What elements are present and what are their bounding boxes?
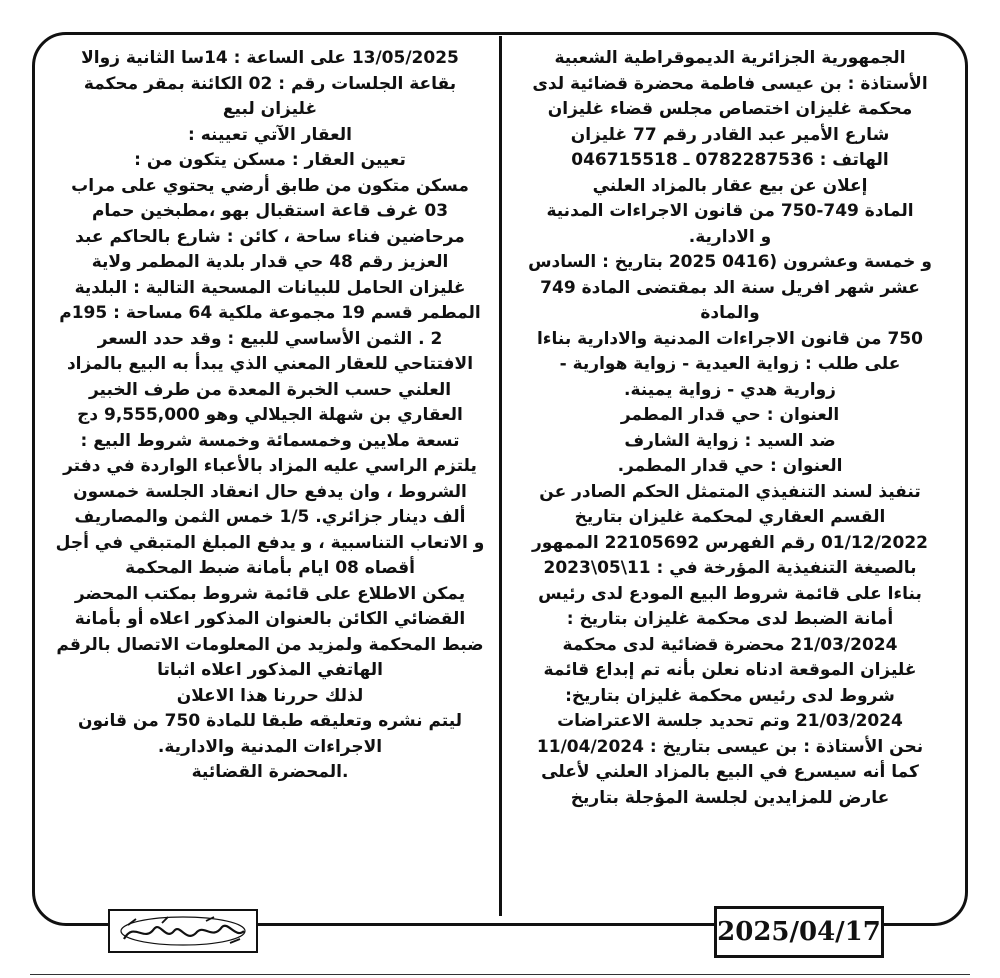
text-line: ألف دينار جزائري. 1/5 خمس الثمن والمصاريف (74, 507, 466, 527)
text-line: بالصيغة التنفيذية المؤرخة في : 11\05\2023 (543, 558, 917, 578)
text-line: الشروط ، وان يدفع حال انعقاد الجلسة خمسون (73, 481, 467, 502)
text-line: مرحاضين فناء ساحة ، كائن : شارع بالحاكم عبد (75, 226, 465, 247)
text-line: شروط لدى رئيس محكمة غليزان بتاريخ: (565, 685, 895, 706)
text-line: بقاعة الجلسات رقم : 02 الكائنة بمقر محكمة (83, 73, 457, 94)
text-line: عشر شهر افريل سنة الد بمقتضى المادة 749 والمادة (540, 277, 920, 323)
text-line: الهاتفي المذكور اعلاه اثباتا (157, 660, 383, 680)
text-line: الافتتاحي للعقار المعني الذي يبدأ به البيع بالمزاد (66, 354, 474, 374)
text-line: ضبط المحكمة ولمزيد من المعلومات الاتصال بالرقم (56, 634, 484, 655)
text-line: القضائي الكائن بالعنوان المذكور اعلاه أو بأمانة (74, 609, 466, 629)
text-line: يلتزم الراسي عليه المزاد بالأعباء الواردة في دفتر (63, 456, 477, 476)
text-line: أقصاه 08 ايام بأمانة ضبط المحكمة (125, 558, 415, 578)
text-line: 01/12/2022 رقم الفهرس 22105692 الممهور (532, 532, 928, 553)
text-line: المطمر قسم 19 مجموعة ملكية 64 مساحة : 195م (59, 303, 481, 323)
text-line: أمانة الضبط لدى محكمة غليزان بتاريخ : (566, 609, 894, 629)
text-line: غليزان الموقعة ادناه نعلن بأنه تم إبداع قائمة (543, 660, 917, 680)
text-line: غليزان الحامل للبيانات المسحية التالية : البلدية (74, 277, 466, 298)
text-line: الجمهورية الجزائرية الديموقراطية الشعبية (554, 48, 906, 68)
text-line: لذلك حررنا هذا الاعلان (176, 685, 364, 706)
text-line: الهاتف : 0782287536 ـ 046715518 (571, 150, 889, 170)
text-line: بناءا على قائمة شروط البيع المودع لدى رئيس (538, 583, 922, 604)
text-line: شارع الأمير عبد القادر رقم 77 غليزان (570, 124, 890, 145)
text-line: القسم العقاري لمحكمة غليزان بتاريخ (574, 507, 886, 527)
text-line: العنوان : حي قدار المطمر (620, 405, 840, 425)
text-line: ليتم نشره وتعليقه طبقا للمادة 750 من قانون (77, 711, 463, 731)
left-column (52, 46, 488, 896)
text-line: إعلان عن بيع عقار بالمزاد العلني (592, 175, 868, 196)
text-line: يمكن الاطلاع على قائمة شروط بمكتب المحضر (74, 583, 466, 604)
text-line: و الاتعاب التناسبية ، و يدفع المبلغ المتبقي في أجل (55, 532, 485, 553)
text-line: كما أنه سيسرع في البيع بالمزاد العلني لأعلى (541, 762, 919, 782)
text-line: محكمة غليزان اختصاص مجلس قضاء غليزان (547, 99, 913, 119)
text-line: الأستاذة : بن عيسى فاطمة محضرة قضائية لدى (532, 73, 928, 94)
text-line: غليزان لبيع (222, 99, 318, 119)
text-line: 750 من قانون الاجراءات المدنية والادارية بناءا (536, 328, 923, 349)
text-line: 2 . الثمن الأساسي للبيع : وقد حدد السعر (97, 328, 443, 349)
text-line: العقاري بن شهلة الجيلالي وهو 9,555,000 دج (77, 405, 463, 425)
text-line: و الادارية. (688, 226, 772, 247)
text-line: العنوان : حي قدار المطمر. (617, 456, 843, 476)
text-line: مسكن متكون من طابق أرضي يحتوي على مراب (71, 175, 469, 196)
column-divider (499, 36, 502, 916)
text-line: عارض للمزايدين لجلسة المؤجلة بتاريخ (570, 787, 890, 808)
text-line: 13/05/2025 على الساعة : 14سا الثانية زوالا (81, 48, 459, 68)
text-line: تعيين العقار : مسكن يتكون من : (134, 150, 406, 170)
newspaper-logo (108, 909, 258, 953)
right-column (512, 46, 948, 896)
text-line: العزيز رقم 48 حي قدار بلدية المطمر ولاية (91, 252, 449, 272)
text-line: على طلب : زواية العيدية - زواية هوارية - (559, 354, 901, 374)
text-line: و خمسة وعشرون (0416 2025 بتاريخ : السادس (528, 252, 932, 272)
text-line: العقار الآتي تعيينه : (188, 124, 352, 145)
text-line: تنفيذ لسند التنفيذي المتمثل الحكم الصادر عن (539, 481, 921, 502)
text-line: زوارية هدي - زواية يمينة. (624, 379, 836, 400)
text-line: العلني حسب الخبرة المعدة من طرف الخبير (88, 379, 452, 400)
calligraphy-logo-icon (114, 913, 252, 949)
text-line: 03 غرف قاعة استقبال بهو ،مطبخين حمام (91, 201, 449, 221)
text-line: تسعة ملايين وخمسمائة وخمسة شروط البيع : (80, 430, 460, 451)
text-line: 21/03/2024 وتم تحديد جلسة الاعتراضات (557, 711, 903, 731)
text-line: المادة 749-750 من قانون الاجراءات المدنية (546, 201, 914, 221)
text-line: ضد السيد : زواية الشارف (624, 430, 836, 451)
publication-date: 2025/04/17 (714, 906, 884, 958)
text-line: الاجراءات المدنية والادارية. (157, 736, 383, 757)
text-line: 21/03/2024 محضرة قضائية لدى محكمة (562, 634, 898, 655)
bottom-divider (30, 974, 970, 975)
text-line: .المحضرة القضائية (191, 762, 349, 782)
text-line: نحن الأستاذة : بن عيسى بتاريخ : 11/04/2024 (536, 736, 924, 757)
